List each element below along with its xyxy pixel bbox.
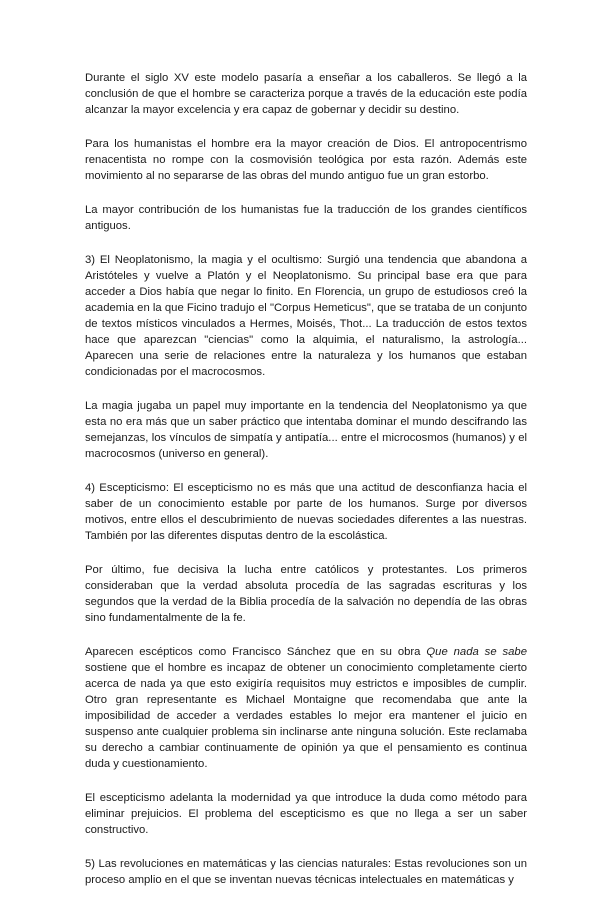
paragraph-humanists: Para los humanistas el hombre era la mayor creación de Dios. El antropocentrismo renacentista no rompe con la cosmovisión teológica por esta razón. Además este movimiento al no separarse de las obras del mundo antiguo fue un gran estorbo. <box>85 138 527 182</box>
paragraph-skeptics-end: sostiene que el hombre es incapaz de obtener un conocimiento completamente cierto acerca de nada ya que esto exigiría requisitos muy estrictos e imposibles de cumplir. Otro gran representante es Michael Montaigne que recomendaba que ante la imposibilidad de acceder a verdades estables lo mejor era mantener el juicio en suspenso ante cualquier problema sin inclinarse ante ninguna solución. Este reclamaba su derecho a cambiar continuamente de opinión ya que el pensamiento es continua duda y cuestionamiento. <box>85 662 527 770</box>
paragraph-skeptics-start: Aparecen escépticos como Francisco Sánchez que en su obra <box>85 646 427 658</box>
paragraph-catholics-protestants: Por último, fue decisiva la lucha entre católicos y protestantes. Los primeros consideraban que la verdad absoluta procedía de las sagradas escrituras y los segundos que la verdad de la Biblia procedía de la salvación no dependía de las obras sino fundamentalmente de la fe. <box>85 564 527 624</box>
book-title: Que nada se sabe <box>426 646 527 658</box>
paragraph-revolutions: 5) Las revoluciones en matemáticas y las ciencias naturales: Estas revoluciones son un proceso amplio en el que se inventan nuevas técnicas intelectuales en matemáticas y <box>85 858 527 886</box>
paragraph-contribution: La mayor contribución de los humanistas fue la traducción de los grandes científicos antiguos. <box>85 204 527 232</box>
paragraph-neoplatonism: 3) El Neoplatonismo, la magia y el ocultismo: Surgió una tendencia que abandona a Aristóteles y vuelve a Platón y el Neoplatonismo. Su principal base era que para acceder a Dios había que negar lo finito. En Florencia, un grupo de estudiosos creó la academia en la que Ficino tradujo el "Corpus Hemeticus", que se trataba de un conjunto de textos místicos vinculados a Hermes, Moisés, Thot... La traducción de estos textos hace que aparezcan "ciencias" como la alquimia, el naturalismo, la astrología... Aparecen una serie de relaciones entre la naturaleza y los humanos que estaban condicionadas por el macrocosmos. <box>85 254 527 378</box>
paragraph-modernity: El escepticismo adelanta la modernidad ya que introduce la duda como método para eliminar prejuicios. El problema del escepticismo es que no llega a ser un saber constructivo. <box>85 792 527 836</box>
paragraph-magic: La magia jugaba un papel muy importante en la tendencia del Neoplatonismo ya que esta no era más que un saber práctico que intentaba dominar el mundo descifrando las semejanzas, los vínculos de simpatía y antipatía... entre el microcosmos (humanos) y el macrocosmos (universo en general). <box>85 400 527 460</box>
document-page <box>85 70 527 906</box>
paragraph-skepticism: 4) Escepticismo: El escepticismo no es más que una actitud de desconfianza hacia el saber de un conocimiento estable por parte de los humanos. Surge por diversos motivos, entre ellos el descubrimiento de nuevas sociedades diferentes a las nuestras. También por las diferentes disputas dentro de la escolástica. <box>85 482 527 542</box>
paragraph-skeptics <box>85 644 527 772</box>
paragraph-education: Durante el siglo XV este modelo pasaría a enseñar a los caballeros. Se llegó a la conclusión de que el hombre se caracteriza porque a través de la educación este podía alcanzar la mayor excelencia y era capaz de gobernar y decidir su destino. <box>85 72 527 116</box>
